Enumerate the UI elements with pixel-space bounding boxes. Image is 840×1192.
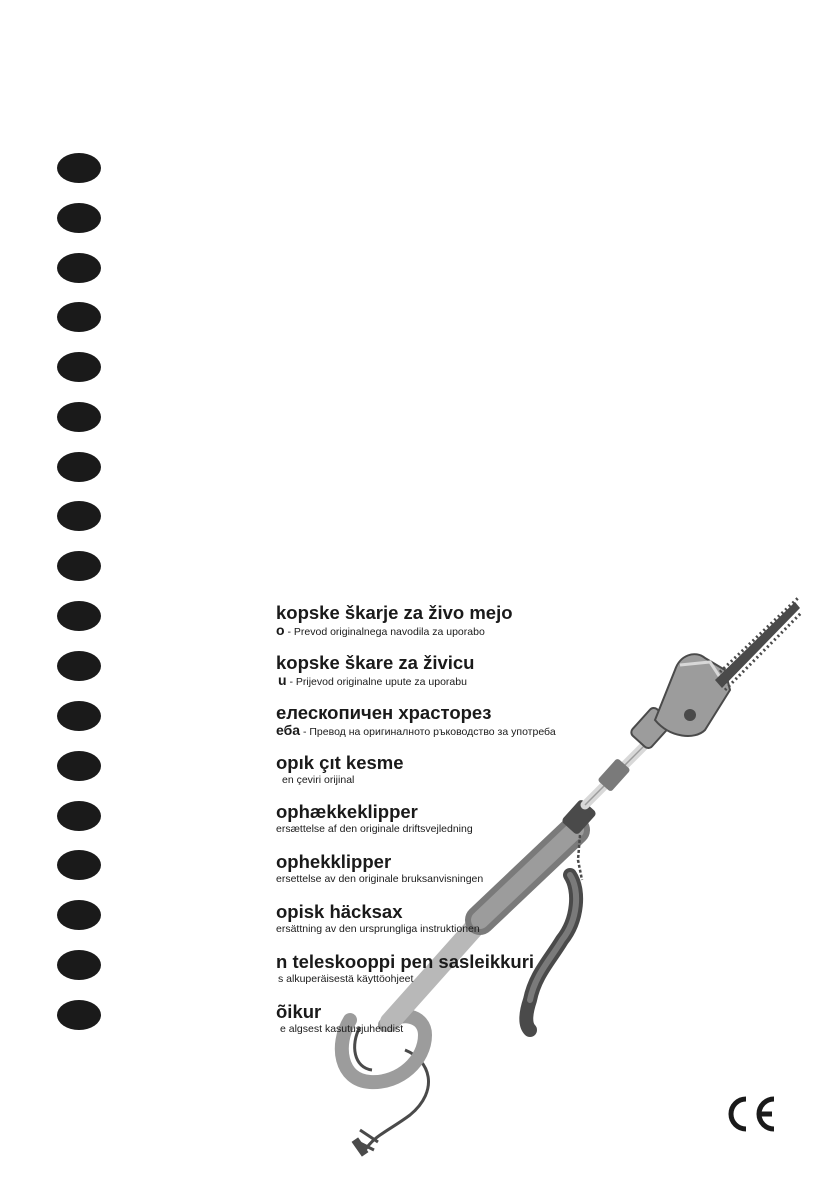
language-entry	[276, 801, 473, 836]
entry-prefix: еба	[276, 722, 301, 738]
language-badge	[57, 302, 101, 332]
language-badge	[57, 452, 101, 482]
language-entry	[276, 1001, 403, 1036]
entry-title: opisk häcksax	[276, 901, 403, 922]
entry-title: õikur	[276, 1001, 322, 1022]
entry-subtitle: s alkuperäisestä käyttöohjeet	[278, 973, 414, 985]
entry-subtitle-text: - Превод на оригиналното ръководство за употреба	[300, 726, 556, 738]
language-entry	[276, 851, 483, 886]
language-entry	[276, 752, 404, 787]
language-badge	[57, 1000, 101, 1030]
language-badge	[57, 352, 101, 382]
entry-title: kopske škare za živicu	[276, 652, 475, 673]
entry-title: opık çıt kesme	[276, 752, 404, 773]
language-entry	[276, 951, 534, 986]
language-entry	[276, 702, 556, 739]
entry-subtitle: ersættelse af den originale driftsvejledning	[276, 823, 473, 835]
entry-subtitle	[276, 624, 513, 639]
language-badge	[57, 900, 101, 930]
language-entry	[276, 652, 474, 689]
language-badge	[57, 651, 101, 681]
language-badge	[57, 850, 101, 880]
entry-subtitle: ersettelse av den originale bruksanvisningen	[276, 873, 484, 885]
language-badge	[57, 601, 101, 631]
entry-title: n teleskooppi pen sasleikkuri	[276, 951, 535, 972]
language-badge	[57, 253, 101, 283]
entry-subtitle	[276, 724, 556, 739]
language-badge	[57, 950, 101, 980]
language-badge	[57, 701, 101, 731]
entry-subtitle	[276, 674, 474, 689]
entry-subtitle-text: - Prijevod originalne upute za uporabu	[286, 676, 467, 688]
ce-mark-logo	[722, 1093, 778, 1135]
language-entry	[276, 602, 513, 639]
entry-title: kopske škarje za živo mejo	[276, 602, 513, 623]
language-entry	[276, 901, 480, 936]
entry-prefix: u	[278, 672, 287, 688]
entry-prefix: o	[276, 622, 285, 638]
entry-subtitle-text: - Prevod originalnega navodila za uporabo	[284, 626, 485, 638]
language-badge	[57, 153, 101, 183]
entry-title: ophækkeklipper	[276, 801, 418, 822]
entry-subtitle: ersättning av den ursprungliga instruktionen	[276, 923, 480, 935]
language-badge	[57, 203, 101, 233]
entry-subtitle: e algsest kasutusjuhendist	[280, 1023, 404, 1035]
entry-title: ophekklipper	[276, 851, 392, 872]
language-badge	[57, 551, 101, 581]
language-badge	[57, 402, 101, 432]
entry-subtitle: en çeviri orijinal	[282, 774, 355, 786]
language-badge	[57, 501, 101, 531]
language-badge	[57, 801, 101, 831]
language-badge	[57, 751, 101, 781]
entry-title: елескопичен храсторез	[276, 702, 492, 723]
